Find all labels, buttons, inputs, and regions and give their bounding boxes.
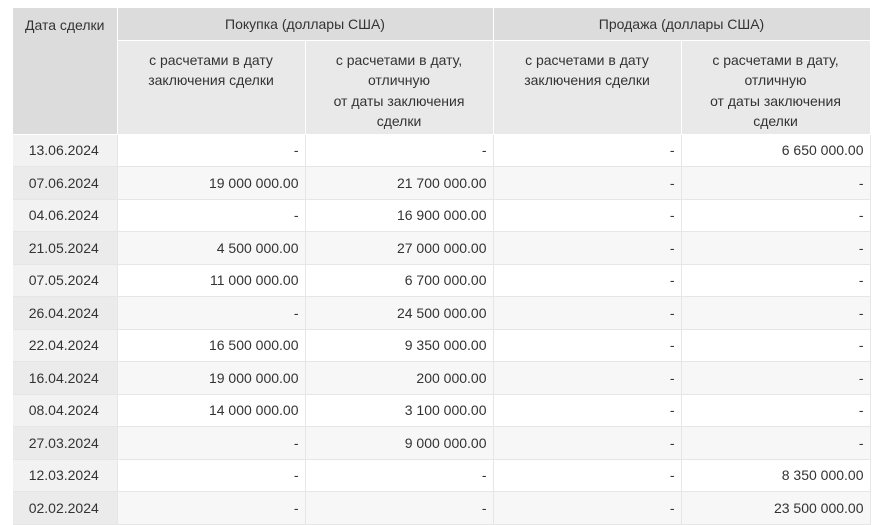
header-buy-other-day-label: с расчетами в дату, отличную от даты заключения сделки [333, 51, 465, 129]
table-row [13, 459, 870, 492]
buy-other-day-cell: 6 700 000.00 [305, 264, 493, 297]
header-buy-other-day [305, 40, 493, 134]
buy-same-day-cell: 19 000 000.00 [117, 362, 305, 395]
header-sell-same-day [493, 40, 681, 134]
sell-other-day-cell: - [681, 329, 870, 362]
deal-date-cell: 02.02.2024 [13, 492, 117, 525]
header-sell-other-day-label: с расчетами в дату, отличную от даты заключения сделки [710, 51, 841, 129]
deal-date-cell: 08.04.2024 [13, 394, 117, 427]
buy-other-day-cell: 3 100 000.00 [305, 394, 493, 427]
buy-other-day-cell: 9 000 000.00 [305, 427, 493, 460]
sell-same-day-cell: - [493, 459, 681, 492]
sell-same-day-cell: - [493, 264, 681, 297]
buy-same-day-cell: 14 000 000.00 [117, 394, 305, 427]
sell-other-day-cell: - [681, 232, 870, 265]
header-row-groups [13, 8, 870, 40]
table-row [13, 492, 870, 525]
buy-same-day-cell: - [117, 297, 305, 330]
deal-date-cell: 07.06.2024 [13, 167, 117, 200]
header-sell-group: Продажа (доллары США) [493, 8, 870, 40]
deal-date-cell: 13.06.2024 [13, 134, 117, 167]
buy-other-day-cell: 200 000.00 [305, 362, 493, 395]
buy-other-day-cell: - [305, 134, 493, 167]
buy-same-day-cell: 11 000 000.00 [117, 264, 305, 297]
deal-date-cell: 22.04.2024 [13, 329, 117, 362]
sell-other-day-cell: - [681, 427, 870, 460]
buy-same-day-cell: - [117, 492, 305, 525]
table-row [13, 167, 870, 200]
buy-other-day-cell: 16 900 000.00 [305, 199, 493, 232]
header-sell-same-day-label: с расчетами в дату заключения сделки [524, 51, 650, 88]
deals-table [13, 8, 871, 525]
buy-same-day-cell: - [117, 427, 305, 460]
sell-same-day-cell: - [493, 232, 681, 265]
table-row [13, 427, 870, 460]
buy-other-day-cell: 21 700 000.00 [305, 167, 493, 200]
buy-same-day-cell: 4 500 000.00 [117, 232, 305, 265]
sell-same-day-cell: - [493, 167, 681, 200]
buy-other-day-cell: 27 000 000.00 [305, 232, 493, 265]
deal-date-cell: 27.03.2024 [13, 427, 117, 460]
buy-same-day-cell: - [117, 199, 305, 232]
header-deal-date: Дата сделки [13, 8, 117, 134]
sell-other-day-cell: 6 650 000.00 [681, 134, 870, 167]
sell-other-day-cell: - [681, 167, 870, 200]
sell-same-day-cell: - [493, 492, 681, 525]
buy-other-day-cell: 24 500 000.00 [305, 297, 493, 330]
table-row [13, 362, 870, 395]
table-body [13, 134, 870, 524]
table-row [13, 232, 870, 265]
header-buy-same-day [117, 40, 305, 134]
sell-same-day-cell: - [493, 199, 681, 232]
table-row [13, 134, 870, 167]
header-buy-group: Покупка (доллары США) [117, 8, 493, 40]
header-buy-same-day-label: с расчетами в дату заключения сделки [148, 51, 274, 88]
buy-other-day-cell: 9 350 000.00 [305, 329, 493, 362]
sell-same-day-cell: - [493, 394, 681, 427]
deal-date-cell: 21.05.2024 [13, 232, 117, 265]
sell-same-day-cell: - [493, 329, 681, 362]
sell-same-day-cell: - [493, 134, 681, 167]
table-header [13, 8, 870, 134]
sell-same-day-cell: - [493, 362, 681, 395]
table-row [13, 264, 870, 297]
deal-date-cell: 07.05.2024 [13, 264, 117, 297]
buy-same-day-cell: - [117, 134, 305, 167]
sell-same-day-cell: - [493, 427, 681, 460]
sell-other-day-cell: - [681, 297, 870, 330]
deal-date-cell: 26.04.2024 [13, 297, 117, 330]
sell-other-day-cell: 8 350 000.00 [681, 459, 870, 492]
table-row [13, 329, 870, 362]
header-row-sub [13, 40, 870, 134]
sell-same-day-cell: - [493, 297, 681, 330]
buy-other-day-cell: - [305, 492, 493, 525]
buy-same-day-cell: - [117, 459, 305, 492]
deal-date-cell: 16.04.2024 [13, 362, 117, 395]
header-sell-other-day [681, 40, 870, 134]
sell-other-day-cell: - [681, 264, 870, 297]
table-row [13, 394, 870, 427]
deal-date-cell: 12.03.2024 [13, 459, 117, 492]
table-row [13, 199, 870, 232]
sell-other-day-cell: - [681, 394, 870, 427]
buy-other-day-cell: - [305, 459, 493, 492]
sell-other-day-cell: 23 500 000.00 [681, 492, 870, 525]
deal-date-cell: 04.06.2024 [13, 199, 117, 232]
buy-same-day-cell: 16 500 000.00 [117, 329, 305, 362]
sell-other-day-cell: - [681, 362, 870, 395]
buy-same-day-cell: 19 000 000.00 [117, 167, 305, 200]
table-row [13, 297, 870, 330]
sell-other-day-cell: - [681, 199, 870, 232]
